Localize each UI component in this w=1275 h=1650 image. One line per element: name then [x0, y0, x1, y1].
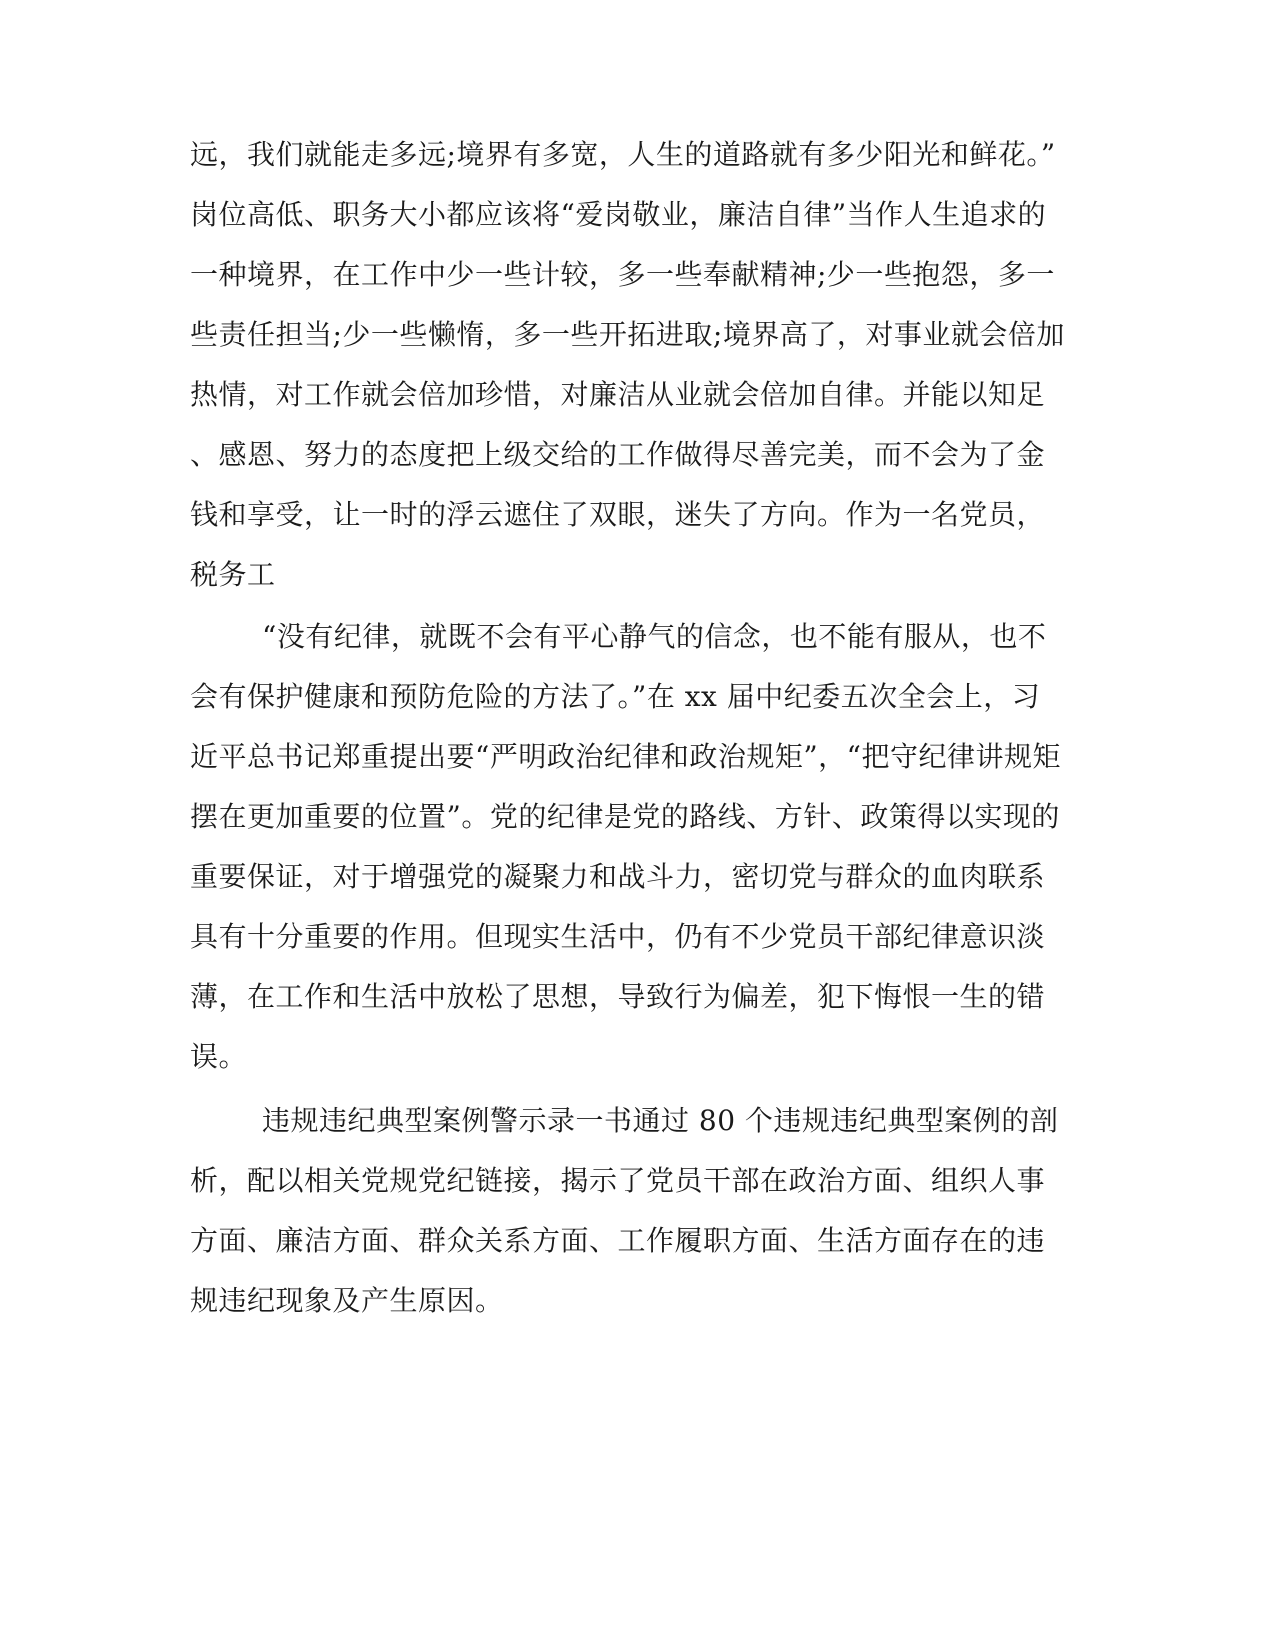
paragraph-1-line-4: 些责任担当;少一些懒惰，多一些开拓进取;境界高了，对事业就会倍加: [190, 318, 1065, 351]
paragraph-3-line-2: 析，配以相关党规党纪链接，揭示了党员干部在政治方面、组织人事: [190, 1164, 1046, 1197]
paragraph-2-line-4: 摆在更加重要的位置”。党的纪律是党的路线、方针、政策得以实现的: [190, 800, 1060, 833]
paragraph-3-line-1: 违规违纪典型案例警示录一书通过 80 个违规违纪典型案例的剖: [262, 1104, 1059, 1137]
paragraph-3-line-4: 规违纪现象及产生原因。: [190, 1284, 504, 1317]
paragraph-2-line-7: 薄，在工作和生活中放松了思想，导致行为偏差，犯下悔恨一生的错: [190, 980, 1046, 1013]
paragraph-1-line-2: 岗位高低、职务大小都应该将“爱岗敬业，廉洁自律”当作人生追求的: [190, 198, 1047, 231]
paragraph-2-line-3: 近平总书记郑重提出要“严明政治纪律和政治规矩”，“把守纪律讲规矩: [190, 740, 1061, 773]
paragraph-1-line-5: 热情，对工作就会倍加珍惜，对廉洁从业就会倍加自律。并能以知足: [190, 378, 1046, 411]
paragraph-1-line-7: 钱和享受，让一时的浮云遮住了双眼，迷失了方向。作为一名党员，: [190, 498, 1046, 531]
paragraph-1-line-3: 一种境界，在工作中少一些计较，多一些奉献精神;少一些抱怨，多一: [190, 258, 1055, 291]
paragraph-2-line-6: 具有十分重要的作用。但现实生活中，仍有不少党员干部纪律意识淡: [190, 920, 1046, 953]
paragraph-2-line-2: 会有保护健康和预防危险的方法了。”在 xx 届中纪委五次全会上，习: [190, 680, 1041, 713]
paragraph-1-line-8: 税务工: [190, 558, 276, 591]
paragraph-1-line-1: 远，我们就能走多远;境界有多宽，人生的道路就有多少阳光和鲜花。”: [190, 138, 1056, 171]
paragraph-2-line-1: “没有纪律，就既不会有平心静气的信念，也不能有服从，也不: [262, 620, 1047, 653]
paragraph-3-line-3: 方面、廉洁方面、群众关系方面、工作履职方面、生活方面存在的违: [190, 1224, 1046, 1257]
paragraph-2-line-5: 重要保证，对于增强党的凝聚力和战斗力，密切党与群众的血肉联系: [190, 860, 1046, 893]
paragraph-1-line-6: 、感恩、努力的态度把上级交给的工作做得尽善完美，而不会为了金: [190, 438, 1046, 471]
paragraph-2-line-8: 误。: [190, 1040, 248, 1073]
